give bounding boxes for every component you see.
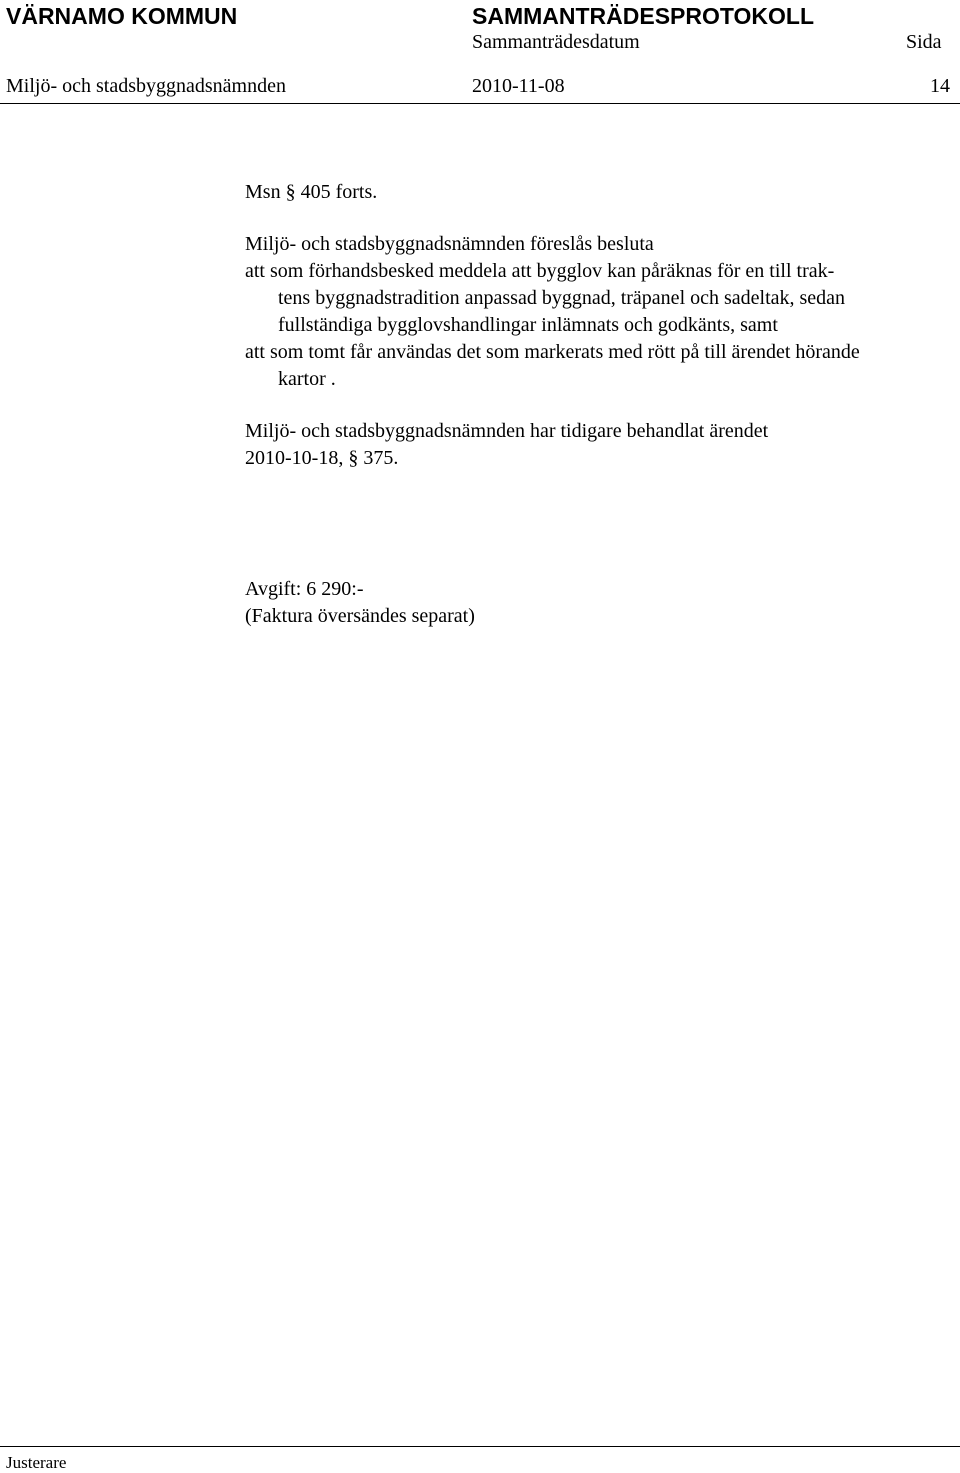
decision-att-2-line-1: att som tomt får användas det som markerats med rött på till ärendet hörande — [245, 341, 860, 363]
page-number: 14 — [930, 75, 950, 97]
committee-name: Miljö- och stadsbyggnadsnämnden — [6, 75, 286, 97]
header-divider — [0, 103, 960, 104]
decision-att-1-line-1: att som förhandsbesked meddela att bygglov kan påräknas för en till trak- — [245, 260, 835, 282]
previous-handling-line-2: 2010-10-18, § 375. — [245, 447, 399, 469]
footer-divider — [0, 1446, 960, 1447]
page-label: Sida — [906, 31, 942, 53]
decision-att-1-line-3: fullständiga bygglovshandlingar inlämnats och godkänts, samt — [278, 314, 778, 336]
meeting-date: 2010-11-08 — [472, 75, 565, 97]
document-type: SAMMANTRÄDESPROTOKOLL — [472, 3, 815, 29]
organization-name: VÄRNAMO KOMMUN — [6, 3, 238, 29]
decision-att-2-line-2: kartor . — [278, 368, 336, 390]
decision-att-1-line-2: tens byggnadstradition anpassad byggnad, träpanel och sadeltak, sedan — [278, 287, 846, 309]
meeting-date-label: Sammanträdesdatum — [472, 31, 640, 53]
proposal-intro: Miljö- och stadsbyggnadsnämnden föreslås besluta — [245, 233, 654, 255]
previous-handling-line-1: Miljö- och stadsbyggnadsnämnden har tidigare behandlat ärendet — [245, 420, 769, 442]
section-reference: Msn § 405 forts. — [245, 181, 378, 203]
footer-justerare-label: Justerare — [6, 1453, 67, 1472]
invoice-note: (Faktura översändes separat) — [245, 605, 475, 627]
fee: Avgift: 6 290:- — [245, 578, 364, 600]
